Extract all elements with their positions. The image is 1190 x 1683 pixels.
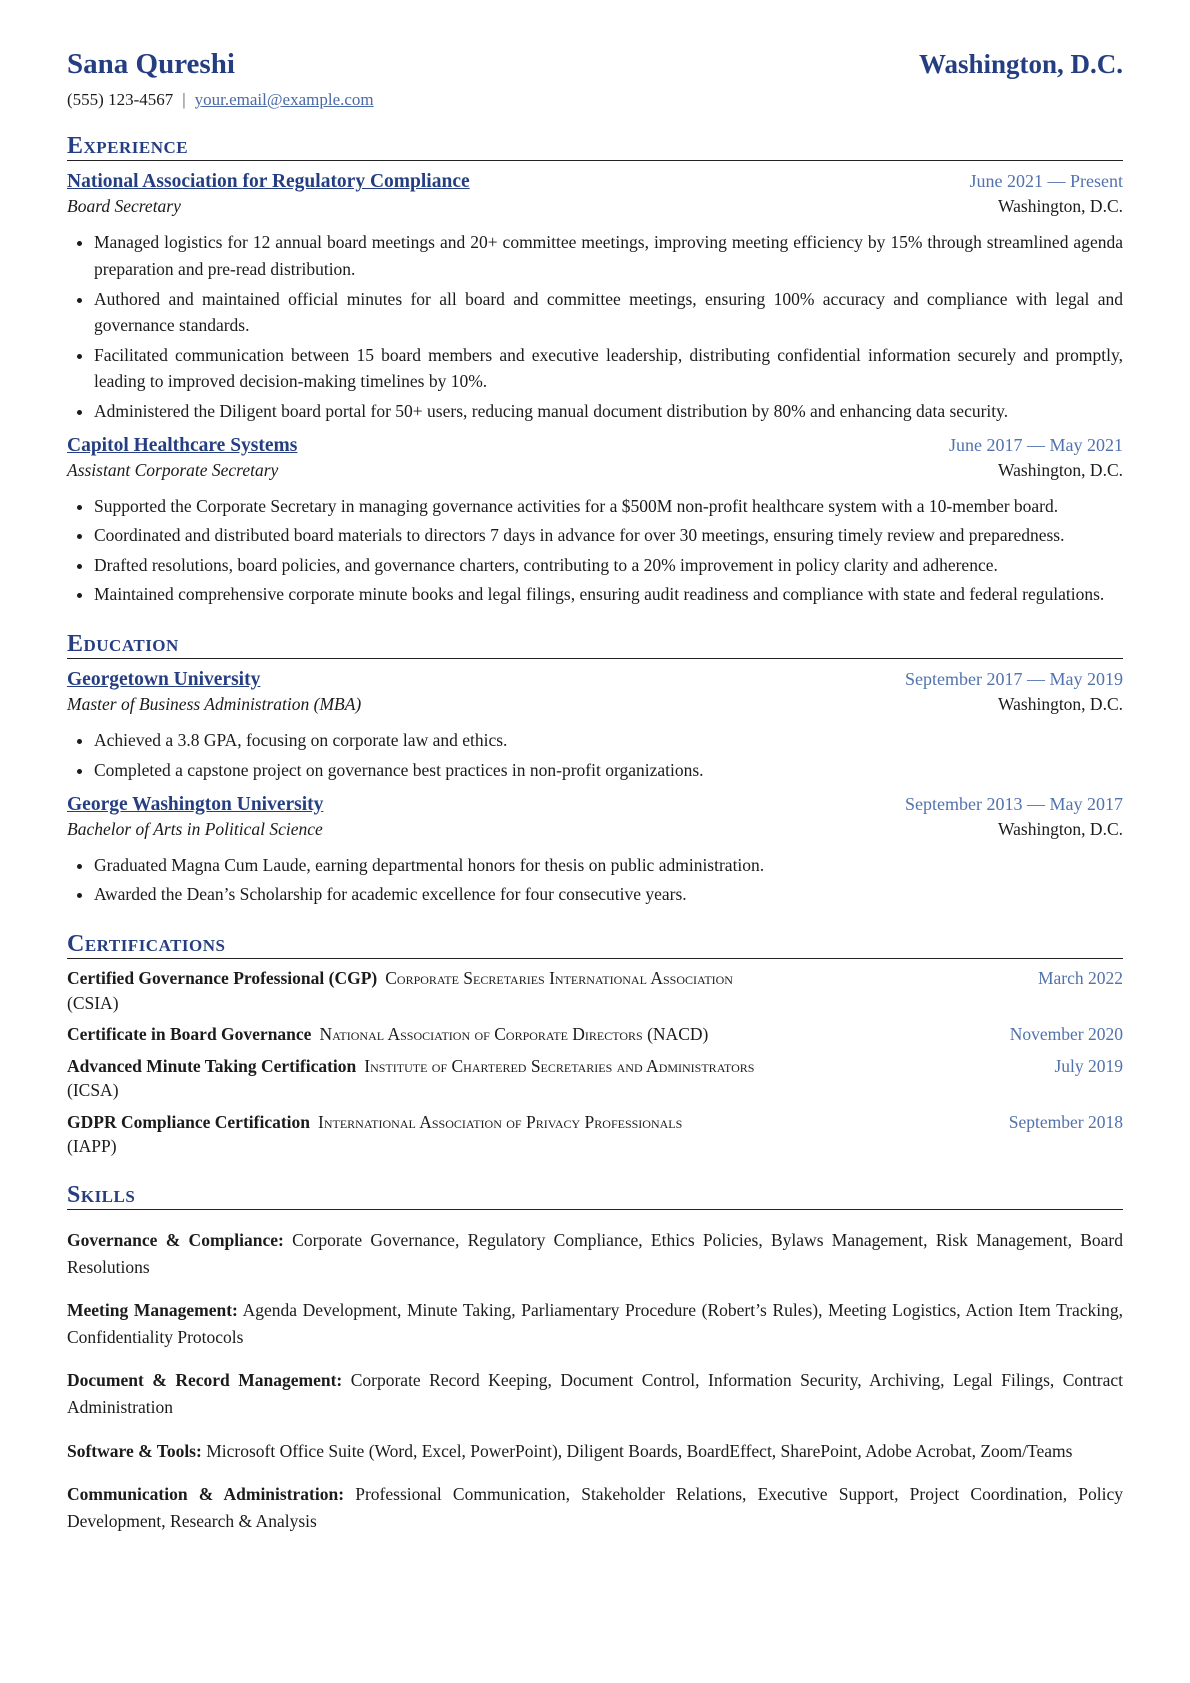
bullet-item: • Coordinated and distributed board materials to directors 7 days in advance for over 30 meetings, ensuring timely review and preparedness. xyxy=(94,522,1123,549)
contact-separator: | xyxy=(182,90,186,109)
certification-date: March 2022 xyxy=(1037,968,1123,989)
skill-category-label: Communication & Administration: xyxy=(67,1484,345,1505)
skill-category-label: Governance & Compliance: xyxy=(67,1229,284,1250)
skill-group xyxy=(67,1227,1123,1280)
certification-entry xyxy=(67,1022,1123,1047)
bullet-item: • Graduated Magna Cum Laude, earning departmental honors for thesis on public administration. xyxy=(94,852,1123,879)
entry-location: Washington, D.C. xyxy=(998,459,1123,480)
bullet-item: • Awarded the Dean’s Scholarship for academic excellence for four consecutive years. xyxy=(94,881,1123,908)
person-name: Sana Qureshi xyxy=(67,48,235,80)
skill-category-label: Software & Tools: xyxy=(67,1440,202,1461)
bullet-item: • Facilitated communication between 15 board members and executive leadership, distributing confidential information securely and promptly, leading to improved decision-making timelines by 10%. xyxy=(94,342,1123,395)
entry-location: Washington, D.C. xyxy=(998,196,1123,217)
certification-org-abbrev: (CSIA) xyxy=(67,992,119,1013)
phone-number: (555) 123-4567 xyxy=(67,90,174,109)
education-section-title: Education xyxy=(67,631,1123,659)
skills-section-title: Skills xyxy=(67,1182,1123,1210)
skill-group xyxy=(67,1481,1123,1534)
resume-header xyxy=(67,48,1123,81)
company-name[interactable]: National Association for Regulatory Compliance xyxy=(67,171,470,193)
entry-dates: June 2021 — Present xyxy=(969,171,1123,192)
certification-date: September 2018 xyxy=(1008,1111,1123,1132)
company-name[interactable]: Capitol Healthcare Systems xyxy=(67,434,298,456)
experience-entry xyxy=(67,171,1123,424)
certifications-section-title: Certifications xyxy=(67,931,1123,959)
degree-name: Bachelor of Arts in Political Science xyxy=(67,818,323,839)
skill-group xyxy=(67,1297,1123,1350)
skill-list: Corporate Governance, Regulatory Compliance, Ethics Policies, Bylaws Management, Risk Management, Board Resolutions xyxy=(67,1229,1124,1277)
entry-dates: September 2013 — May 2017 xyxy=(905,793,1123,814)
skill-list: Agenda Development, Minute Taking, Parliamentary Procedure (Robert’s Rules), Meeting Logistics, Action Item Tracking, Confidentiality Protocols xyxy=(67,1300,1123,1347)
certification-name: Certified Governance Professional (CGP) xyxy=(67,968,378,989)
bullet-item: • Achieved a 3.8 GPA, focusing on corporate law and ethics. xyxy=(94,727,1123,754)
certification-org: Institute of Chartered Secretaries and Administrators xyxy=(364,1055,755,1076)
certification-org: International Association of Privacy Professionals xyxy=(318,1111,683,1132)
email-link[interactable]: your.email@example.com xyxy=(194,90,374,109)
experience-entry xyxy=(67,435,1123,608)
contact-row xyxy=(67,90,1123,110)
experience-section-title: Experience xyxy=(67,133,1123,161)
certification-date: July 2019 xyxy=(1054,1055,1123,1076)
certification-org: Corporate Secretaries International Association xyxy=(385,968,733,989)
certification-entry xyxy=(67,1054,1123,1103)
entry-dates: September 2017 — May 2019 xyxy=(905,669,1123,690)
bullet-item: • Managed logistics for 12 annual board meetings and 20+ committee meetings, improving meeting efficiency by 15% through streamlined agenda preparation and pre-read distribution. xyxy=(94,229,1123,282)
bullet-item: • Administered the Diligent board portal for 50+ users, reducing manual document distribution by 80% and enhancing data security. xyxy=(94,398,1123,425)
job-title: Assistant Corporate Secretary xyxy=(67,459,279,480)
degree-name: Master of Business Administration (MBA) xyxy=(67,694,362,715)
bullet-list xyxy=(67,229,1123,424)
skill-list: Professional Communication, Stakeholder Relations, Executive Support, Project Coordination, Policy Development, Research & Analysis xyxy=(67,1484,1124,1531)
education-entry xyxy=(67,794,1123,908)
bullet-item: • Completed a capstone project on governance best practices in non-profit organizations. xyxy=(94,757,1123,784)
header-location: Washington, D.C. xyxy=(918,49,1123,79)
bullet-item: • Supported the Corporate Secretary in managing governance activities for a $500M non-profit healthcare system with a 10-member board. xyxy=(94,493,1123,520)
bullet-list xyxy=(67,727,1123,783)
bullet-list xyxy=(67,852,1123,908)
bullet-item: • Drafted resolutions, board policies, and governance charters, contributing to a 20% improvement in policy clarity and adherence. xyxy=(94,552,1123,579)
section-certifications xyxy=(67,931,1123,1159)
certification-name: Advanced Minute Taking Certification xyxy=(67,1055,357,1076)
certification-entry xyxy=(67,1110,1123,1159)
section-skills xyxy=(67,1182,1123,1535)
certification-org: National Association of Corporate Directors (NACD) xyxy=(319,1024,709,1045)
entry-location: Washington, D.C. xyxy=(998,694,1123,715)
entry-location: Washington, D.C. xyxy=(998,818,1123,839)
skill-category-label: Document & Record Management: xyxy=(67,1370,343,1391)
school-name[interactable]: George Washington University xyxy=(67,793,324,815)
bullet-list xyxy=(67,493,1123,608)
bullet-item: • Maintained comprehensive corporate minute books and legal filings, ensuring audit readiness and compliance with state and federal regulations. xyxy=(94,581,1123,608)
certification-name: Certificate in Board Governance xyxy=(67,1024,312,1045)
education-entry xyxy=(67,669,1123,783)
section-experience xyxy=(67,133,1123,608)
certification-org-abbrev: (IAPP) xyxy=(67,1136,117,1157)
certification-date: November 2020 xyxy=(1009,1024,1123,1045)
certification-name: GDPR Compliance Certification xyxy=(67,1111,311,1132)
skill-category-label: Meeting Management: xyxy=(67,1300,238,1321)
bullet-item: • Authored and maintained official minutes for all board and committee meetings, ensuring 100% accuracy and compliance with legal and governance standards. xyxy=(94,286,1123,339)
skill-group xyxy=(67,1367,1123,1420)
skill-list: Microsoft Office Suite (Word, Excel, PowerPoint), Diligent Boards, BoardEffect, SharePoint, Adobe Acrobat, Zoom/Teams xyxy=(206,1440,1073,1461)
certification-org-abbrev: (ICSA) xyxy=(67,1080,119,1101)
skill-list: Corporate Record Keeping, Document Control, Information Security, Archiving, Legal Filings, Contract Administration xyxy=(67,1370,1124,1417)
section-education xyxy=(67,631,1123,908)
skill-group xyxy=(67,1438,1123,1465)
certification-entry xyxy=(67,966,1123,1015)
school-name[interactable]: Georgetown University xyxy=(67,669,261,691)
job-title: Board Secretary xyxy=(67,196,181,217)
entry-dates: June 2017 — May 2021 xyxy=(949,434,1123,455)
